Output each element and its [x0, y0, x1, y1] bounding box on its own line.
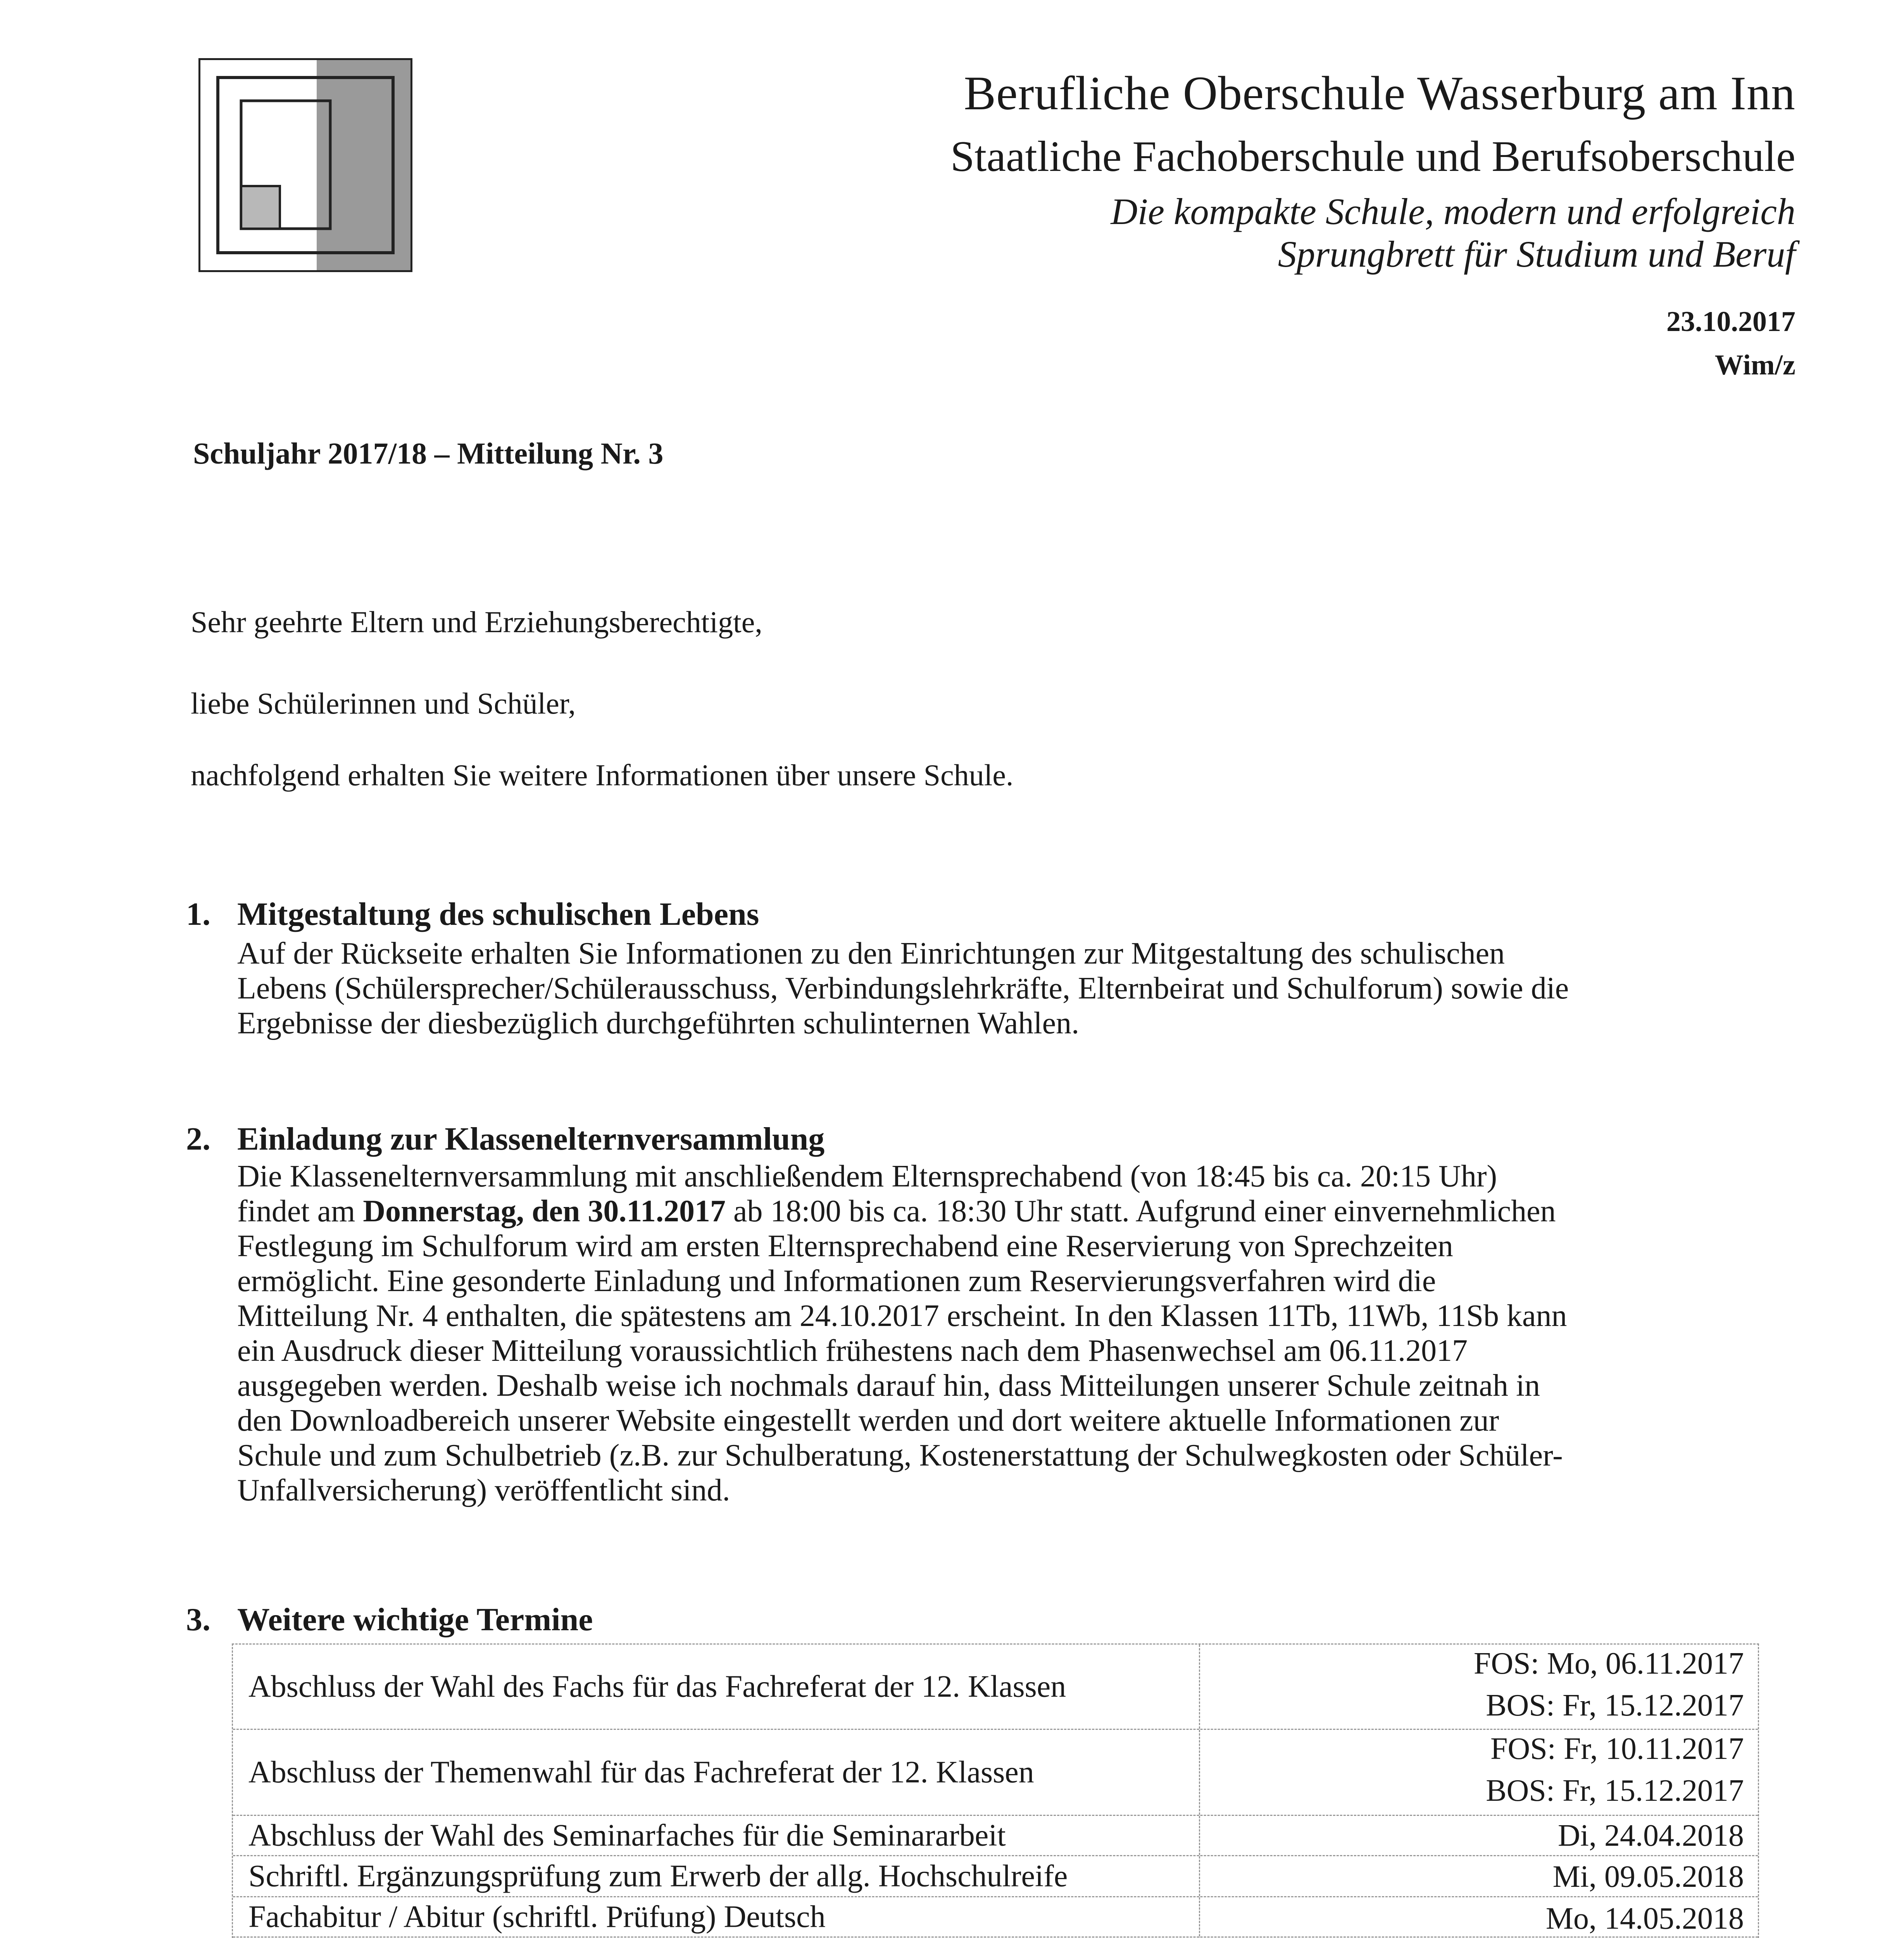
table-row [233, 1856, 1758, 1897]
termin-date: BOS: Fr, 15.12.2017 [1486, 1688, 1744, 1722]
termin-label: Fachabitur / Abitur (schriftl. Prüfung) Deutsch [248, 1900, 826, 1934]
termin-label: Schriftl. Ergänzungsprüfung zum Erwerb der allg. Hochschulreife [248, 1859, 1068, 1893]
table-row [233, 1730, 1758, 1816]
school-logo [198, 58, 412, 272]
table-row [233, 1645, 1758, 1730]
section-2-line: Die Klassenelternversammlung mit anschließendem Elternsprechabend (von 18:45 bis ca. 20:15 Uhr) [237, 1159, 1497, 1193]
letter-subject: Schuljahr 2017/18 – Mitteilung Nr. 3 [193, 436, 664, 470]
greeting-line-2: liebe Schülerinnen und Schüler, [191, 686, 576, 720]
slogan-line-1: Die kompakte Schule, modern und erfolgreich [1111, 191, 1795, 232]
event-date: Donnerstag, den 30.11.2017 [363, 1194, 726, 1228]
section-1-line: Lebens (Schülersprecher/Schülerausschuss, Verbindungslehrkräfte, Elternbeirat und Schulforum) sowie die [237, 971, 1569, 1005]
school-type: Staatliche Fachoberschule und Berufsoberschule [950, 133, 1795, 181]
section-2-line-post: ab 18:00 bis ca. 18:30 Uhr statt. Aufgrund einer einvernehmlichen [725, 1194, 1556, 1228]
school-name: Berufliche Oberschule Wasserburg am Inn [964, 67, 1795, 120]
section-3-number: 3. [186, 1602, 210, 1638]
table-row [233, 1816, 1758, 1856]
termin-date: FOS: Mo, 06.11.2017 [1473, 1647, 1744, 1681]
termin-label: Abschluss der Wahl des Seminarfaches für die Seminararbeit [248, 1818, 1006, 1852]
section-2-line: ausgegeben werden. Deshalb weise ich nochmals darauf hin, dass Mitteilungen unserer Schule zeitnah in [237, 1369, 1540, 1403]
section-2-line: ermöglicht. Eine gesonderte Einladung und Informationen zum Reservierungsverfahren wird die [237, 1264, 1436, 1298]
section-1-number: 1. [186, 896, 210, 932]
termin-date: Mi, 09.05.2018 [1552, 1860, 1744, 1894]
termin-label: Abschluss der Wahl des Fachs für das Fachreferat der 12. Klassen [248, 1669, 1066, 1704]
section-2-line: ein Ausdruck dieser Mitteilung voraussichtlich frühestens nach dem Phasenwechsel am 06.11.2017 [237, 1334, 1468, 1368]
section-2-line: Schule und zum Schulbetrieb (z.B. zur Schulberatung, Kostenerstattung der Schulwegkosten oder Schüler- [237, 1438, 1563, 1472]
termin-date: Di, 24.04.2018 [1558, 1819, 1744, 1853]
termine-table [232, 1643, 1759, 1938]
letter-reference: Wim/z [1714, 349, 1795, 381]
greeting-line-3: nachfolgend erhalten Sie weitere Informationen über unsere Schule. [191, 758, 1014, 792]
section-1-line: Ergebnisse der diesbezüglich durchgeführten schulinternen Wahlen. [237, 1006, 1080, 1040]
letter-date: 23.10.2017 [1666, 306, 1795, 338]
section-1-line: Auf der Rückseite erhalten Sie Informationen zu den Einrichtungen zur Mitgestaltung des schulischen [237, 936, 1505, 971]
section-2-body [237, 1159, 1819, 1508]
section-2-number: 2. [186, 1121, 210, 1157]
table-row [233, 1897, 1758, 1938]
termin-label: Abschluss der Themenwahl für das Fachreferat der 12. Klassen [248, 1755, 1034, 1789]
section-2-line: Festlegung im Schulforum wird am ersten Elternsprechabend eine Reservierung von Sprechzeiten [237, 1229, 1453, 1263]
termin-date: FOS: Fr, 10.11.2017 [1490, 1732, 1744, 1766]
termin-date: Mo, 14.05.2018 [1545, 1902, 1744, 1936]
section-2-line: Mitteilung Nr. 4 enthalten, die spätestens am 24.10.2017 erscheint. In den Klassen 11Tb, 11Wb, 11Sb kann [237, 1299, 1567, 1333]
termin-date: BOS: Fr, 15.12.2017 [1486, 1774, 1744, 1808]
section-1-body [237, 936, 1819, 1041]
section-2-line: Unfallversicherung) veröffentlicht sind. [237, 1473, 730, 1507]
slogan-line-2: Sprungbrett für Studium und Beruf [1278, 233, 1795, 275]
section-2-title: Einladung zur Klassenelternversammlung [237, 1121, 825, 1157]
section-2-line: den Downloadbereich unserer Website eingestellt werden und dort weitere aktuelle Informationen zur [237, 1403, 1499, 1438]
greeting-line-1: Sehr geehrte Eltern und Erziehungsberechtigte, [191, 605, 762, 639]
section-2-line-pre: findet am [237, 1194, 363, 1228]
section-3-title: Weitere wichtige Termine [237, 1602, 593, 1638]
section-2-line-with-date [237, 1194, 1819, 1229]
section-1-title: Mitgestaltung des schulischen Lebens [237, 896, 759, 932]
